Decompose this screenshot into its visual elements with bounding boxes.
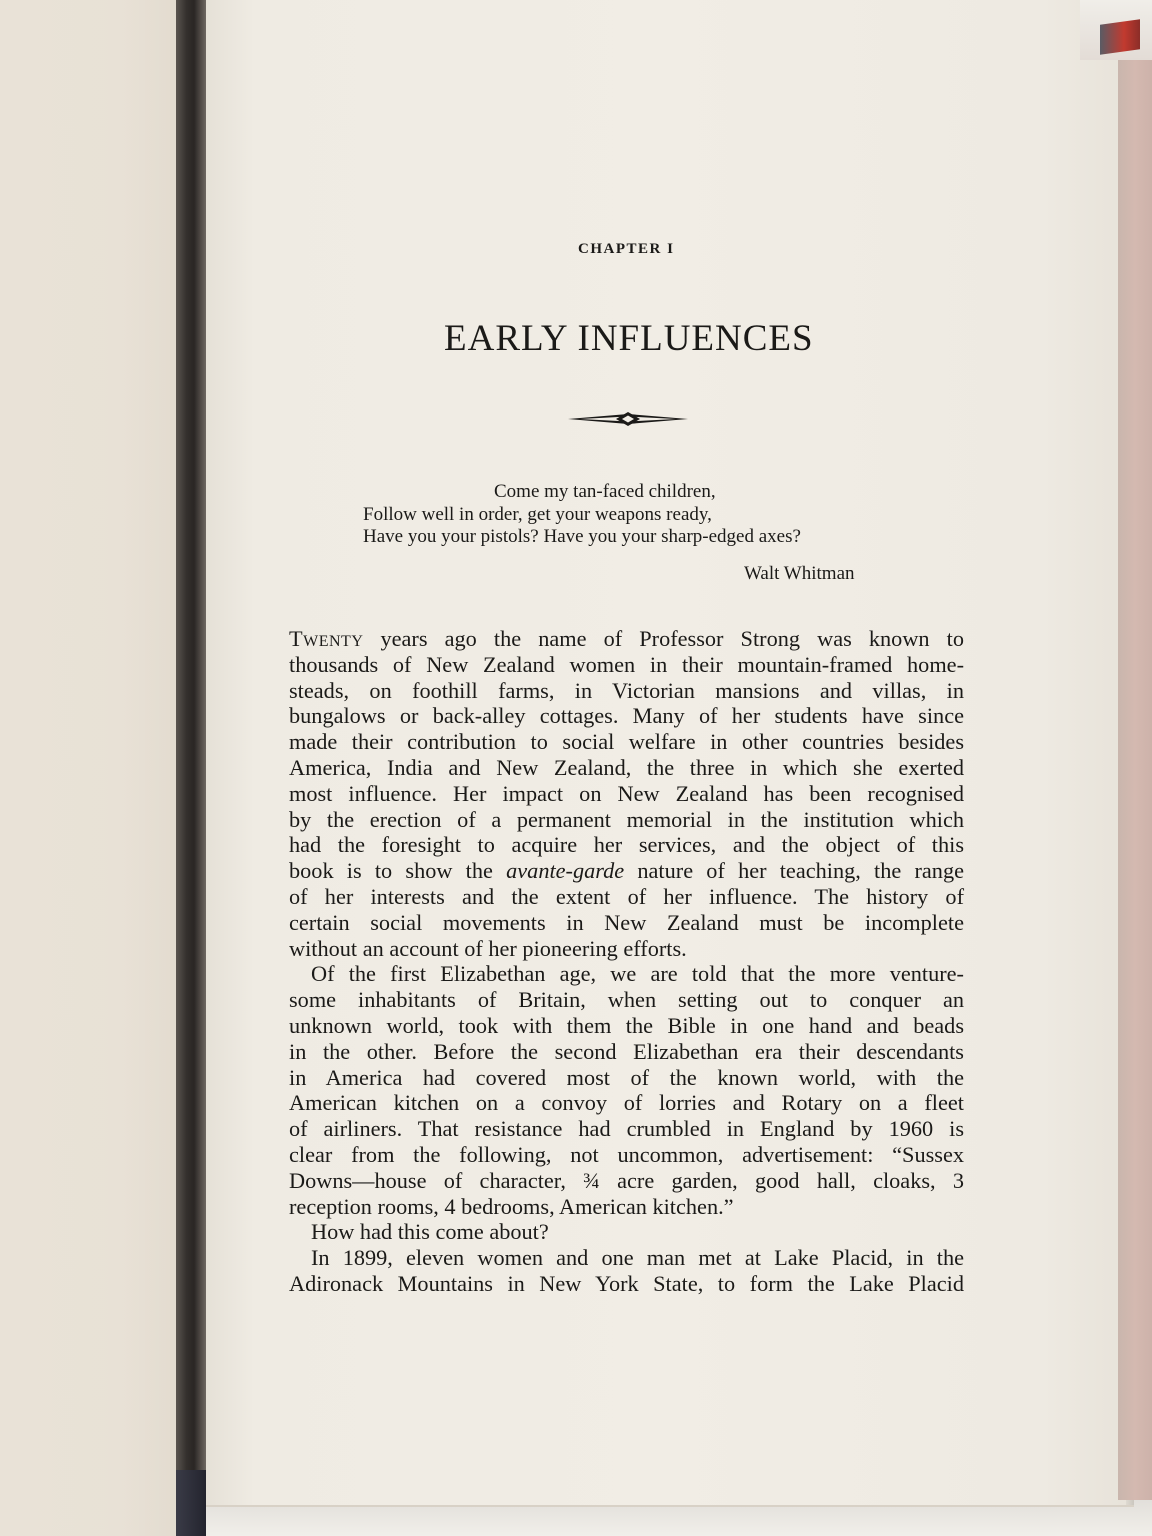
body-line: American kitchen on a convoy of lorries and Rotary on a fleet [289,1090,964,1116]
left-page [0,0,200,1536]
book-gutter [176,0,206,1536]
body-line: of airliners. That resistance had crumbled in England by 1960 is [289,1116,964,1142]
italic-phrase: avante-garde [506,858,625,884]
body-line: In 1899, eleven women and one man met at Lake Placid, in the [311,1245,964,1271]
left-page-faded-text [0,0,200,1536]
epigraph-line: Have you your pistols? Have you your sharp-edged axes? [363,526,801,547]
body-line: certain social movements in New Zealand must be incomplete [289,909,964,935]
body-line: steads, on foothill farms, in Victorian mansions and villas, in [289,677,964,703]
body-line: Of the first Elizabethan age, we are told that the more venture- [311,961,964,987]
epigraph-attribution: Walt Whitman [744,563,855,584]
body-line: in America had covered most of the known world, with the [289,1064,964,1090]
body-line: book is to show the avante-garde nature of her teaching, the range [289,858,964,884]
opening-word: Twenty [289,626,364,651]
body-line: had the foresight to acquire her services, and the object of this [289,832,964,858]
body-line: in the other. Before the second Elizabethan era their descendants [289,1038,964,1064]
body-line: of her interests and the extent of her influence. The history of [289,883,964,909]
body-line: reception rooms, 4 bedrooms, American kitchen.” [289,1193,734,1219]
body-line: Twenty years ago the name of Professor Strong was known to [289,626,964,651]
epigraph-line: Come my tan-faced children, [494,481,716,502]
body-line: America, India and New Zealand, the three in which she exerted [289,754,964,780]
body-line: most influence. Her impact on New Zealand has been recognised [289,780,964,806]
body-line: clear from the following, not uncommon, advertisement: “Sussex [289,1141,964,1167]
body-line: Downs—house of character, ¾ acre garden, good hall, cloaks, 3 [289,1167,964,1193]
body-line: some inhabitants of Britain, when setting out to conquer an [289,987,964,1013]
body-line: How had this come about? [311,1219,549,1245]
body-line: Adironack Mountains in New York State, to form the Lake Placid [289,1270,964,1296]
book-cover-edge [1118,40,1152,1500]
headband [1100,19,1140,55]
chapter-body-text [289,626,964,1297]
body-line: by the erection of a permanent memorial in the institution which [289,806,964,832]
body-line: thousands of New Zealand women in their mountain-framed home- [289,651,964,677]
body-line: made their contribution to social welfare in other countries besides [289,729,964,755]
chapter-title: EARLY INFLUENCES [444,318,814,359]
body-line: unknown world, took with them the Bible in one hand and beads [289,1012,964,1038]
ornament-divider-icon [566,405,690,433]
chapter-label: CHAPTER I [578,241,675,257]
body-line: without an account of her pioneering efforts. [289,935,687,961]
body-line: bungalows or back-alley cottages. Many of her students have since [289,703,964,729]
epigraph-line: Follow well in order, get your weapons ready, [363,504,712,525]
book-spine-bottom [176,1470,206,1536]
